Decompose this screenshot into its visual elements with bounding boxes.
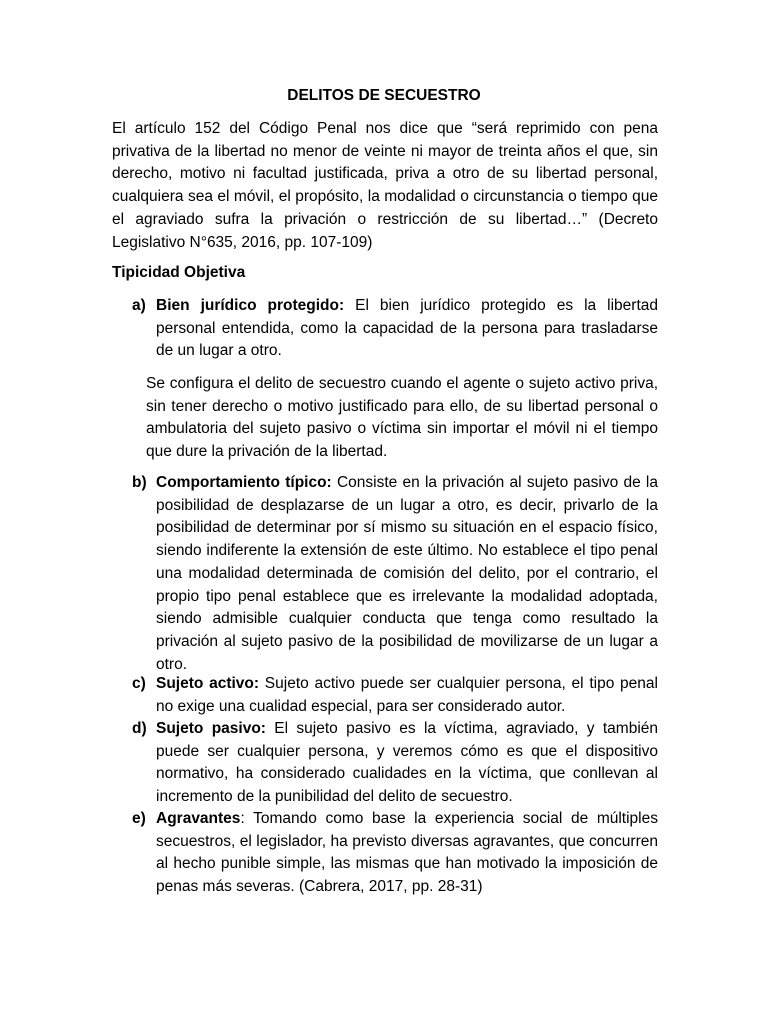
list-marker: b) xyxy=(132,474,147,491)
intro-paragraph: El artículo 152 del Código Penal nos dice que “será reprimido con pena privativa de la libertad no menor de veinte ni mayor de treinta años el que, sin derecho, motivo ni facultad justificada, priva a otro de su libertad personal, cualquiera sea el móvil, el propósito, la modalidad o circunstancia o tiempo que el agraviado sufra la privación o restricción de su libertad…” (Decreto Legislativo N°635, 2016, pp. 107-109) xyxy=(112,120,658,251)
item-text: Sujeto activo puede ser cualquier persona, el tipo penal no exige una cualidad especial, para ser considerado autor. xyxy=(156,675,658,715)
item-text: : Tomando como base la experiencia social de múltiples secuestros, el legislador, ha previsto diversas agravantes, que concurren al hecho punible simple, las mismas que han motivado la imposición de penas más severas. (Cabrera, 2017, pp. 28-31) xyxy=(156,810,658,896)
list-marker: d) xyxy=(132,720,147,737)
item-term: Sujeto pasivo: xyxy=(156,720,266,737)
section-heading: Tipicidad Objetiva xyxy=(112,264,246,281)
item-term: Comportamiento típico: xyxy=(156,474,332,491)
list-item-a xyxy=(132,295,658,363)
list-marker: a) xyxy=(132,297,146,314)
document-title: DELITOS DE SECUESTRO xyxy=(287,87,481,104)
list-marker: c) xyxy=(132,675,146,692)
item-text: El sujeto pasivo es la víctima, agraviado, y también puede ser cualquier persona, y veremos cómo es que el dispositivo normativo, ha considerado cualidades en la víctima, que conllevan al incremento de la punibilidad del delito de secuestro. xyxy=(156,720,659,806)
list-item-e xyxy=(132,808,658,899)
list-item-d xyxy=(132,718,658,809)
item-a-extra-paragraph: Se configura el delito de secuestro cuando el agente o sujeto activo priva, sin tener derecho o motivo justificado para ello, de su libertad personal o ambulatoria del sujeto pasivo o víctima sin importar el móvil ni el tiempo que dure la privación de la libertad. xyxy=(146,375,658,461)
list-item-b xyxy=(132,472,658,676)
item-text: Consiste en la privación al sujeto pasivo de la posibilidad de desplazarse de un lugar a otro, es decir, privarlo de la posibilidad de determinar por sí mismo su situación en el espacio físico, siendo indiferente la extensión de este último. No establece el tipo penal una modalidad determinada de comisión del delito, por el contrario, el propio tipo penal establece que es irrelevante la modalidad adoptada, siendo admisible cualquier conducta que tenga como resultado la privación al sujeto pasivo de la posibilidad de movilizarse de un lugar a otro. xyxy=(156,474,658,673)
list-marker: e) xyxy=(132,810,146,827)
item-term: Agravantes xyxy=(156,810,241,827)
item-term: Bien jurídico protegido: xyxy=(156,297,345,314)
item-text: El bien jurídico protegido es la libertad personal entendida, como la capacidad de la persona para trasladarse de un lugar a otro. xyxy=(156,297,658,360)
item-term: Sujeto activo: xyxy=(156,675,260,692)
list-item-c xyxy=(132,673,658,718)
